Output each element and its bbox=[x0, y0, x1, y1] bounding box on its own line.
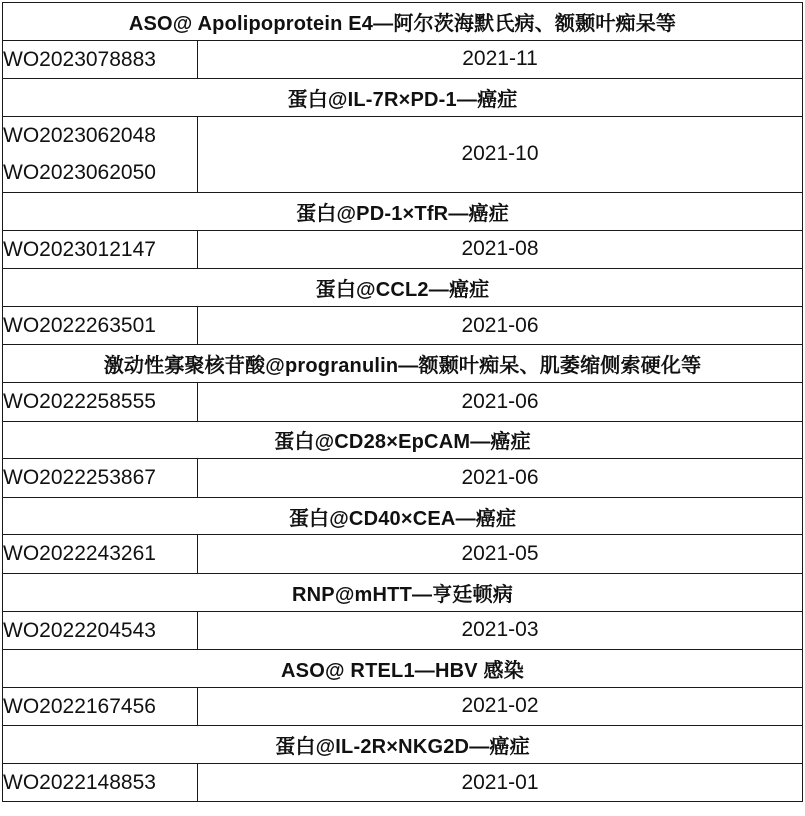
patent-row bbox=[3, 306, 803, 345]
section-header-row bbox=[3, 3, 803, 41]
patent-number: WO2022258555 bbox=[3, 389, 156, 413]
section-title: 蛋白@IL-7R×PD-1—癌症 bbox=[3, 79, 803, 117]
patent-number-cell bbox=[3, 306, 198, 345]
patent-number: WO2023062048 bbox=[3, 123, 156, 147]
section-title: ASO@ RTEL1—HBV 感染 bbox=[3, 650, 803, 688]
filing-date: 2021-02 bbox=[198, 687, 803, 726]
patent-row bbox=[3, 116, 803, 192]
patent-row bbox=[3, 382, 803, 421]
patent-row bbox=[3, 40, 803, 79]
filing-date: 2021-06 bbox=[198, 306, 803, 345]
patent-row bbox=[3, 230, 803, 269]
section-title: RNP@mHTT—亨廷顿病 bbox=[3, 573, 803, 611]
patent-number: WO2022253867 bbox=[3, 466, 156, 490]
section-header-row bbox=[3, 421, 803, 459]
patent-number-cell bbox=[3, 535, 198, 574]
section-title: 蛋白@CD28×EpCAM—癌症 bbox=[3, 421, 803, 459]
patent-number: WO2023012147 bbox=[3, 237, 156, 261]
section-title: 蛋白@CCL2—癌症 bbox=[3, 269, 803, 307]
section-header-row bbox=[3, 192, 803, 230]
section-header-row bbox=[3, 345, 803, 383]
filing-date: 2021-08 bbox=[198, 230, 803, 269]
filing-date: 2021-03 bbox=[198, 611, 803, 650]
section-header-row bbox=[3, 497, 803, 535]
patent-number: WO2023062050 bbox=[3, 161, 156, 185]
filing-date: 2021-11 bbox=[198, 40, 803, 79]
patent-number: WO2023078883 bbox=[3, 47, 156, 71]
patent-number: WO2022167456 bbox=[3, 694, 156, 718]
section-title: 蛋白@CD40×CEA—癌症 bbox=[3, 497, 803, 535]
patent-number: WO2022243261 bbox=[3, 542, 156, 566]
patent-row bbox=[3, 763, 803, 802]
patent-number: WO2022148853 bbox=[3, 770, 156, 794]
patent-number-cell bbox=[3, 382, 198, 421]
filing-date: 2021-01 bbox=[198, 763, 803, 802]
patent-number-cell bbox=[3, 40, 198, 79]
patent-table bbox=[2, 2, 803, 802]
patent-number-cell bbox=[3, 687, 198, 726]
patent-number: WO2022263501 bbox=[3, 313, 156, 337]
patent-number-cell bbox=[3, 763, 198, 802]
filing-date: 2021-06 bbox=[198, 382, 803, 421]
patent-row bbox=[3, 459, 803, 498]
patent-number-cell bbox=[3, 611, 198, 650]
section-header-row bbox=[3, 650, 803, 688]
patent-number-cell bbox=[3, 116, 198, 192]
section-header-row bbox=[3, 573, 803, 611]
patent-row bbox=[3, 535, 803, 574]
section-title: 蛋白@IL-2R×NKG2D—癌症 bbox=[3, 726, 803, 764]
patent-number-cell bbox=[3, 459, 198, 498]
patent-number: WO2022204543 bbox=[3, 618, 156, 642]
patent-row bbox=[3, 687, 803, 726]
filing-date: 2021-06 bbox=[198, 459, 803, 498]
section-title: ASO@ Apolipoprotein E4—阿尔茨海默氏病、额颞叶痴呆等 bbox=[3, 3, 803, 41]
section-title: 激动性寡聚核苷酸@progranulin—额颞叶痴呆、肌萎缩侧索硬化等 bbox=[3, 345, 803, 383]
section-header-row bbox=[3, 79, 803, 117]
patent-number-cell bbox=[3, 230, 198, 269]
section-header-row bbox=[3, 269, 803, 307]
filing-date: 2021-05 bbox=[198, 535, 803, 574]
section-title: 蛋白@PD-1×TfR—癌症 bbox=[3, 192, 803, 230]
patent-row bbox=[3, 611, 803, 650]
filing-date: 2021-10 bbox=[198, 116, 803, 192]
section-header-row bbox=[3, 726, 803, 764]
